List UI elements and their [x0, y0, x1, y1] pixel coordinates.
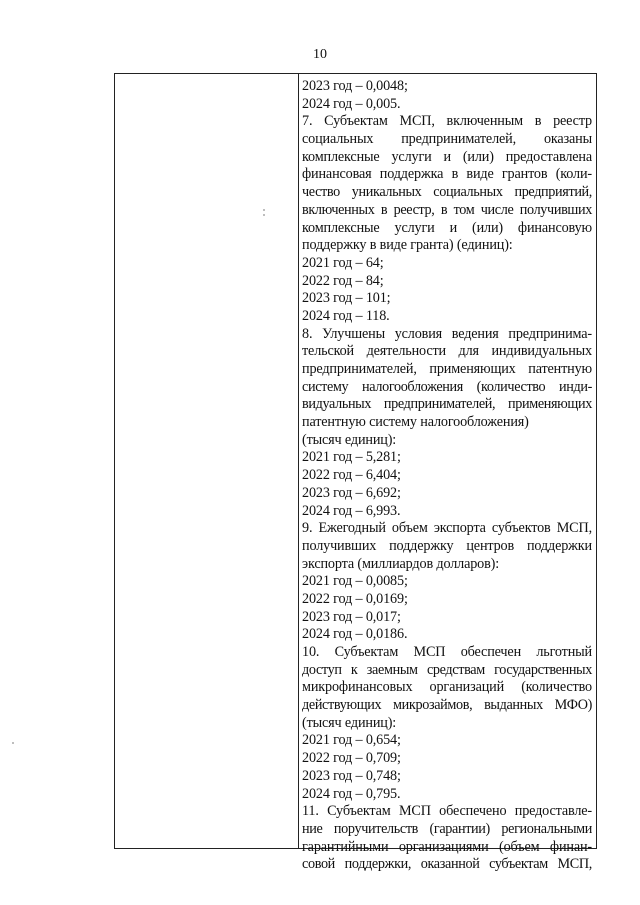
- text-line: (тысяч единиц):: [302, 431, 397, 448]
- text-line: 2024 год – 118.: [302, 307, 390, 324]
- text-line: 2024 год – 0,0186.: [302, 626, 408, 643]
- document-table: [114, 73, 597, 873]
- page-number: 10: [313, 47, 327, 62]
- text-line: 2024 год – 0,005.: [302, 95, 401, 112]
- text-line: доступ к заемным средствам государственных: [302, 661, 592, 678]
- scan-speck: [263, 214, 265, 216]
- text-line: 2022 год – 0,709;: [302, 750, 401, 767]
- text-line: получивших поддержку центров поддержки: [302, 537, 592, 554]
- text-line: ние поручительств (гарантии) региональными: [302, 820, 592, 837]
- text-line: 2023 год – 0,748;: [302, 767, 401, 784]
- text-line: 10. Субъектам МСП обеспечен льготный: [302, 644, 592, 660]
- text-line: 2022 год – 6,404;: [302, 467, 401, 484]
- text-line: комплексные услуги и (или) предоставлена: [302, 148, 592, 165]
- text-line: чество уникальных социальных предприятий,: [302, 184, 592, 201]
- text-line: 2022 год – 0,0169;: [302, 590, 408, 607]
- scan-speck: [12, 742, 14, 744]
- text-line: финансовая поддержка в виде грантов (коли-: [302, 166, 592, 183]
- text-line: поддержку в виде гранта) (единиц):: [302, 237, 513, 254]
- text-line: 2022 год – 84;: [302, 272, 384, 289]
- text-line: систему налогообложения (количество инди-: [302, 378, 592, 395]
- text-line: 2023 год – 0,0048;: [302, 78, 408, 94]
- text-line: включенных в реестр, в том числе получивших: [302, 201, 592, 218]
- text-line: совой поддержки, оказанной субъектам МСП,: [302, 856, 592, 873]
- text-line: 2023 год – 101;: [302, 290, 391, 307]
- text-line: 2021 год – 5,281;: [302, 449, 401, 466]
- text-line: экспорта (миллиардов долларов):: [302, 555, 500, 572]
- text-line: гарантийными организациями (объем финан-: [302, 838, 592, 855]
- right-column-cell: [302, 78, 592, 874]
- text-line: 7. Субъектам МСП, включенным в реестр: [302, 113, 592, 130]
- text-line: видуальных предпринимателей, применяющих: [302, 396, 592, 413]
- text-line: 9. Ежегодный объем экспорта субъектов МСП,: [302, 520, 592, 537]
- text-line: 2021 год – 64;: [302, 254, 384, 271]
- text-line: 8. Улучшены условия ведения предпринима-: [302, 325, 592, 342]
- text-line: действующих микрозаймов, выданных МФО): [302, 697, 592, 714]
- text-line: (тысяч единиц):: [302, 714, 397, 731]
- text-line: 2024 год – 0,795.: [302, 785, 401, 802]
- scan-speck: [263, 209, 265, 211]
- text-line: предпринимателей, применяющих патентную: [302, 361, 592, 377]
- text-line: 2021 год – 0,0085;: [302, 573, 408, 590]
- text-line: комплексные услуги и (или) финансовую: [302, 219, 592, 236]
- text-line: 2021 год – 0,654;: [302, 732, 401, 749]
- text-line: патентную систему налогообложения): [302, 414, 529, 431]
- column-divider: [298, 74, 299, 848]
- text-line: 2023 год – 6,692;: [302, 484, 401, 501]
- text-line: социальных предпринимателей, оказаны: [302, 131, 592, 148]
- text-line: 11. Субъектам МСП обеспечено предоставле-: [302, 803, 592, 820]
- text-line: 2023 год – 0,017;: [302, 608, 401, 625]
- text-line: тельской деятельности для индивидуальных: [302, 343, 592, 360]
- text-line: микрофинансовых организаций (количество: [302, 679, 592, 696]
- text-line: 2024 год – 6,993.: [302, 502, 401, 519]
